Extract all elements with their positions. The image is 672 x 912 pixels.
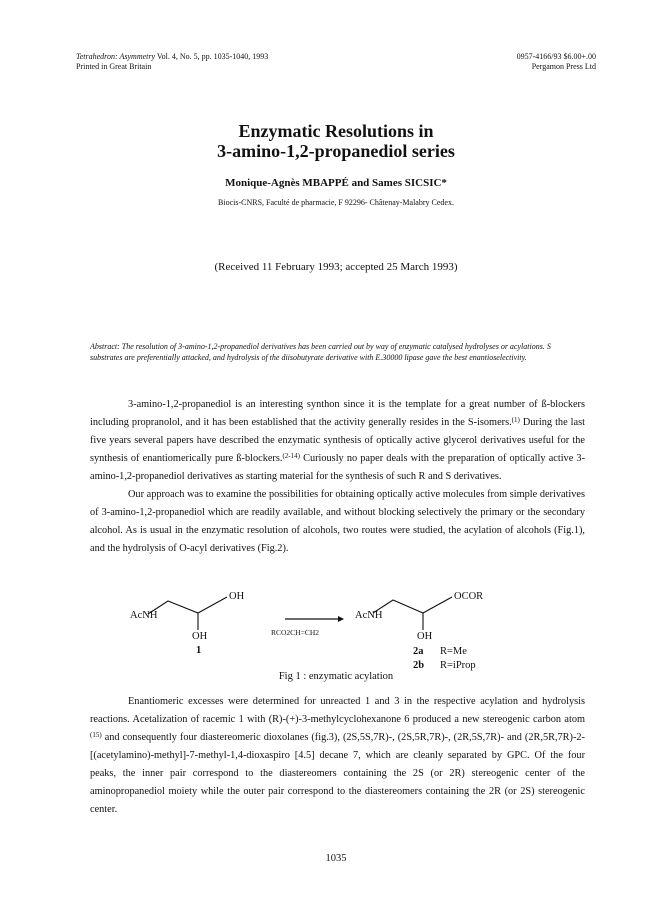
abstract-label: Abstract:	[90, 342, 120, 351]
paragraph-1-part-b: During the last five years several papers have described the enzymatic synthesis of optically active glycerol derivatives useful for the synthesis of enantiomerically pure ß-blockers.	[90, 417, 585, 464]
right-acnh-label: AcNH	[355, 610, 383, 621]
page-number: 1035	[325, 853, 347, 864]
printed-note: Printed in Great Britain	[76, 62, 152, 71]
abstract-text: The resolution of 3-amino-1,2-propanediol derivatives has been carried out by way of enzymatic catalysed hydrolyses or acylations. S substrates are preferentially attacked, and hydrolysis of the diisobutyrate derivative with E.30000 lipase gave the best enantioselectivity.	[90, 342, 551, 362]
paragraph-3	[90, 693, 585, 819]
received-dates: (Received 11 February 1993; accepted 25 March 1993)	[214, 261, 458, 273]
reference-1: (1)	[511, 416, 520, 424]
compound-1-label: 1	[196, 645, 202, 656]
paragraph-3-part-b: and consequently four diastereomeric dioxolanes (fig.3), (2S,5S,7R)-, (2S,5R,7R)-, (2R,5S,7R)- and (2R,5R,7R)-2-[(acetylamino)-methyl]-7-methyl-1,4-dioxaspiro [4.5] decane 7, which are cleanly separated by GPC. Of the four peaks, the inner pair correspond to the diastereomers containing the 2S (or 2R) stereogenic center of the aminopropanediol moiety while the outer pair correspond to the diastereomers containing the 2R (or 2S) stereogenic center.	[90, 732, 585, 815]
body-section-1	[90, 396, 585, 558]
journal-name: Tetrahedron: Asymmetry	[76, 52, 156, 61]
authors: Monique-Agnès MBAPPÉ and Sames SICSIC*	[225, 177, 447, 189]
publisher: Pergamon Press Ltd	[531, 62, 596, 71]
compound-2a-r-label: R=Me	[440, 646, 467, 657]
issn-price: 0957-4166/93 $6.00+.00	[516, 52, 596, 61]
reaction-arrow-head	[338, 616, 344, 622]
affiliation: Biocis-CNRS, Faculté de pharmacie, F 92296- Châtenay-Malabry Cedex.	[218, 198, 454, 207]
reference-15: (15)	[90, 731, 102, 739]
reaction-scheme	[130, 583, 550, 683]
article-title	[0, 121, 672, 161]
figure-1-caption: Fig 1 : enzymatic acylation	[278, 671, 394, 682]
compound-2b-r-label: R=iProp	[440, 660, 476, 671]
title-line-2: 3-amino-1,2-propanediol series	[217, 141, 455, 161]
right-skeleton-bonds	[373, 597, 452, 613]
paragraph-2: Our approach was to examine the possibilities for obtaining optically active molecules from simple derivatives of 3-amino-1,2-propanediol which are readily available, and without blocking selectively the primary or the secondary alcohol. As is usual in the enzymatic resolution of alcohols, two routes were studied, the acylation of alcohols (Fig.1), and the hydrolysis of O-acyl derivatives (Fig.2).	[90, 489, 585, 554]
left-acnh-label: AcNH	[130, 610, 158, 621]
volume-info: Vol. 4, No. 5, pp. 1035-1040, 1993	[156, 52, 269, 61]
paragraph-1-part-c: Curiously no paper deals with the preparation of optically active 3-amino-1,2-propanediol derivatives as starting material for the synthesis of such R and S derivatives.	[90, 453, 585, 482]
left-oh-terminal-label: OH	[229, 591, 245, 602]
right-oh-label: OH	[417, 631, 433, 642]
paragraph-3-part-a: Enantiomeric excesses were determined for unreacted 1 and 3 in the respective acylation and hydrolysis reactions. Acetalization of racemic 1 with (R)-(+)-3-methylcyclohexanone 6 produced a new stereogenic carbon atom	[90, 696, 585, 725]
compound-2a-label: 2a	[413, 646, 424, 657]
journal-header-right	[517, 52, 596, 72]
right-ocor-label: OCOR	[454, 591, 484, 602]
abstract	[90, 342, 585, 363]
compound-2b-label: 2b	[413, 660, 425, 671]
title-line-1: Enzymatic Resolutions in	[238, 121, 434, 141]
body-section-2	[90, 693, 585, 819]
journal-header-left	[76, 52, 268, 72]
left-skeleton-bonds	[148, 597, 227, 614]
left-oh-label: OH	[192, 631, 208, 642]
reagent-label: RCO2CH=CH2	[271, 628, 319, 637]
paragraph-1-part-a: 3-amino-1,2-propanediol is an interesting synthon since it is the template for a great number of ß-blockers including propranolol, and it has been established that the activity generally resides in the S-isomers.	[90, 399, 585, 428]
paragraph-1	[90, 396, 585, 486]
reference-2-14: (2-14)	[282, 452, 300, 460]
